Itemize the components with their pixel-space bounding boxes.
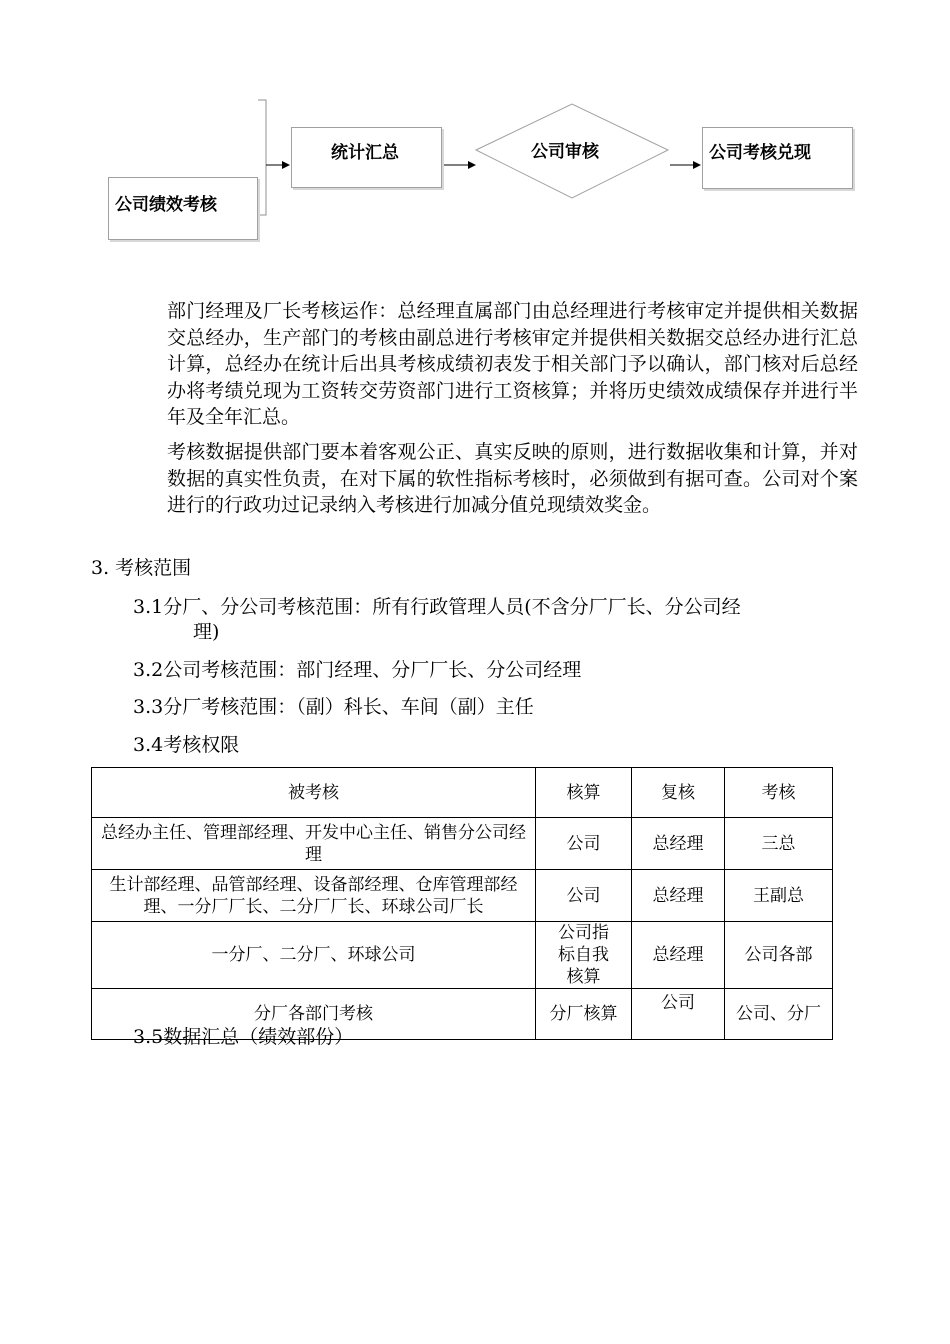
redeem-box	[702, 127, 853, 189]
authority-table	[91, 767, 833, 1040]
paragraph-operation: 部门经理及厂长考核运作：总经理直属部门由总经理进行考核审定并提供相关数据交总经办，生产部门的考核由副总进行考核审定并提供相关数据交总经办进行汇总计算，总经办在统计后出具考核成绩初表发于相关部门予以确认，部门核对后总经办将考绩兑现为工资转交劳资部门进行工资核算；并将历史绩效成绩保存并进行半年及全年汇总。	[167, 300, 858, 428]
company-assess-box	[108, 177, 258, 240]
section-3-1-cont: 理)	[193, 621, 220, 643]
table-cell: 分厂核算	[536, 989, 632, 1040]
table-cell: 总经办主任、管理部经理、开发中心主任、销售分公司经理	[92, 818, 536, 870]
table-cell: 总经理	[632, 818, 725, 870]
company-assess-label: 公司绩效考核	[115, 195, 217, 215]
table-cell: 公司、分厂	[725, 989, 833, 1040]
header-calc: 核算	[536, 768, 632, 818]
table-cell: 公司	[536, 870, 632, 922]
section-3-1: 3.1分厂、分公司考核范围：所有行政管理人员(不含分厂厂长、分公司经	[133, 596, 741, 618]
table-cell: 生计部经理、品管部经理、设备部经理、仓库管理部经理、一分厂厂长、二分厂厂长、环球公司厂长	[92, 870, 536, 922]
summary-label: 统计汇总	[331, 143, 399, 163]
section-3-4: 3.4考核权限	[133, 734, 240, 756]
table-header-row	[92, 768, 833, 818]
table-cell: 公司	[632, 989, 725, 1040]
header-recheck: 复核	[632, 768, 725, 818]
table-row	[92, 870, 833, 922]
table-cell: 分厂各部门考核	[92, 989, 536, 1040]
table-cell: 公司各部	[725, 922, 833, 989]
table-cell: 王副总	[725, 870, 833, 922]
table-cell: 总经理	[632, 870, 725, 922]
review-label: 公司审核	[531, 142, 599, 162]
table-cell: 公司指标自我核算	[536, 922, 632, 989]
header-assessed: 被考核	[92, 768, 536, 818]
table-row	[92, 922, 833, 989]
paragraph-data-provider: 考核数据提供部门要本着客观公正、真实反映的原则，进行数据收集和计算，并对数据的真实性负责，在对下属的软性指标考核时，必须做到有据可查。公司对个案进行的行政功过记录纳入考核进行加减分值兑现绩效奖金。	[167, 441, 858, 516]
section-3-3: 3.3分厂考核范围：（副）科长、车间（副）主任	[133, 696, 534, 718]
table-cell: 公司	[536, 818, 632, 870]
table-cell: 总经理	[632, 922, 725, 989]
bracket-line	[258, 100, 266, 215]
redeem-label: 公司考核兑现	[709, 143, 811, 163]
section-3-5: 3.5数据汇总（绩效部份）	[133, 1026, 354, 1048]
section-3-2: 3.2公司考核范围：部门经理、分厂厂长、分公司经理	[133, 659, 582, 681]
summary-box	[291, 127, 442, 188]
section-3-heading: 3. 考核范围	[91, 557, 192, 579]
table-row	[92, 818, 833, 870]
header-assess: 考核	[725, 768, 833, 818]
table-cell: 三总	[725, 818, 833, 870]
table-cell: 一分厂、二分厂、环球公司	[92, 922, 536, 989]
